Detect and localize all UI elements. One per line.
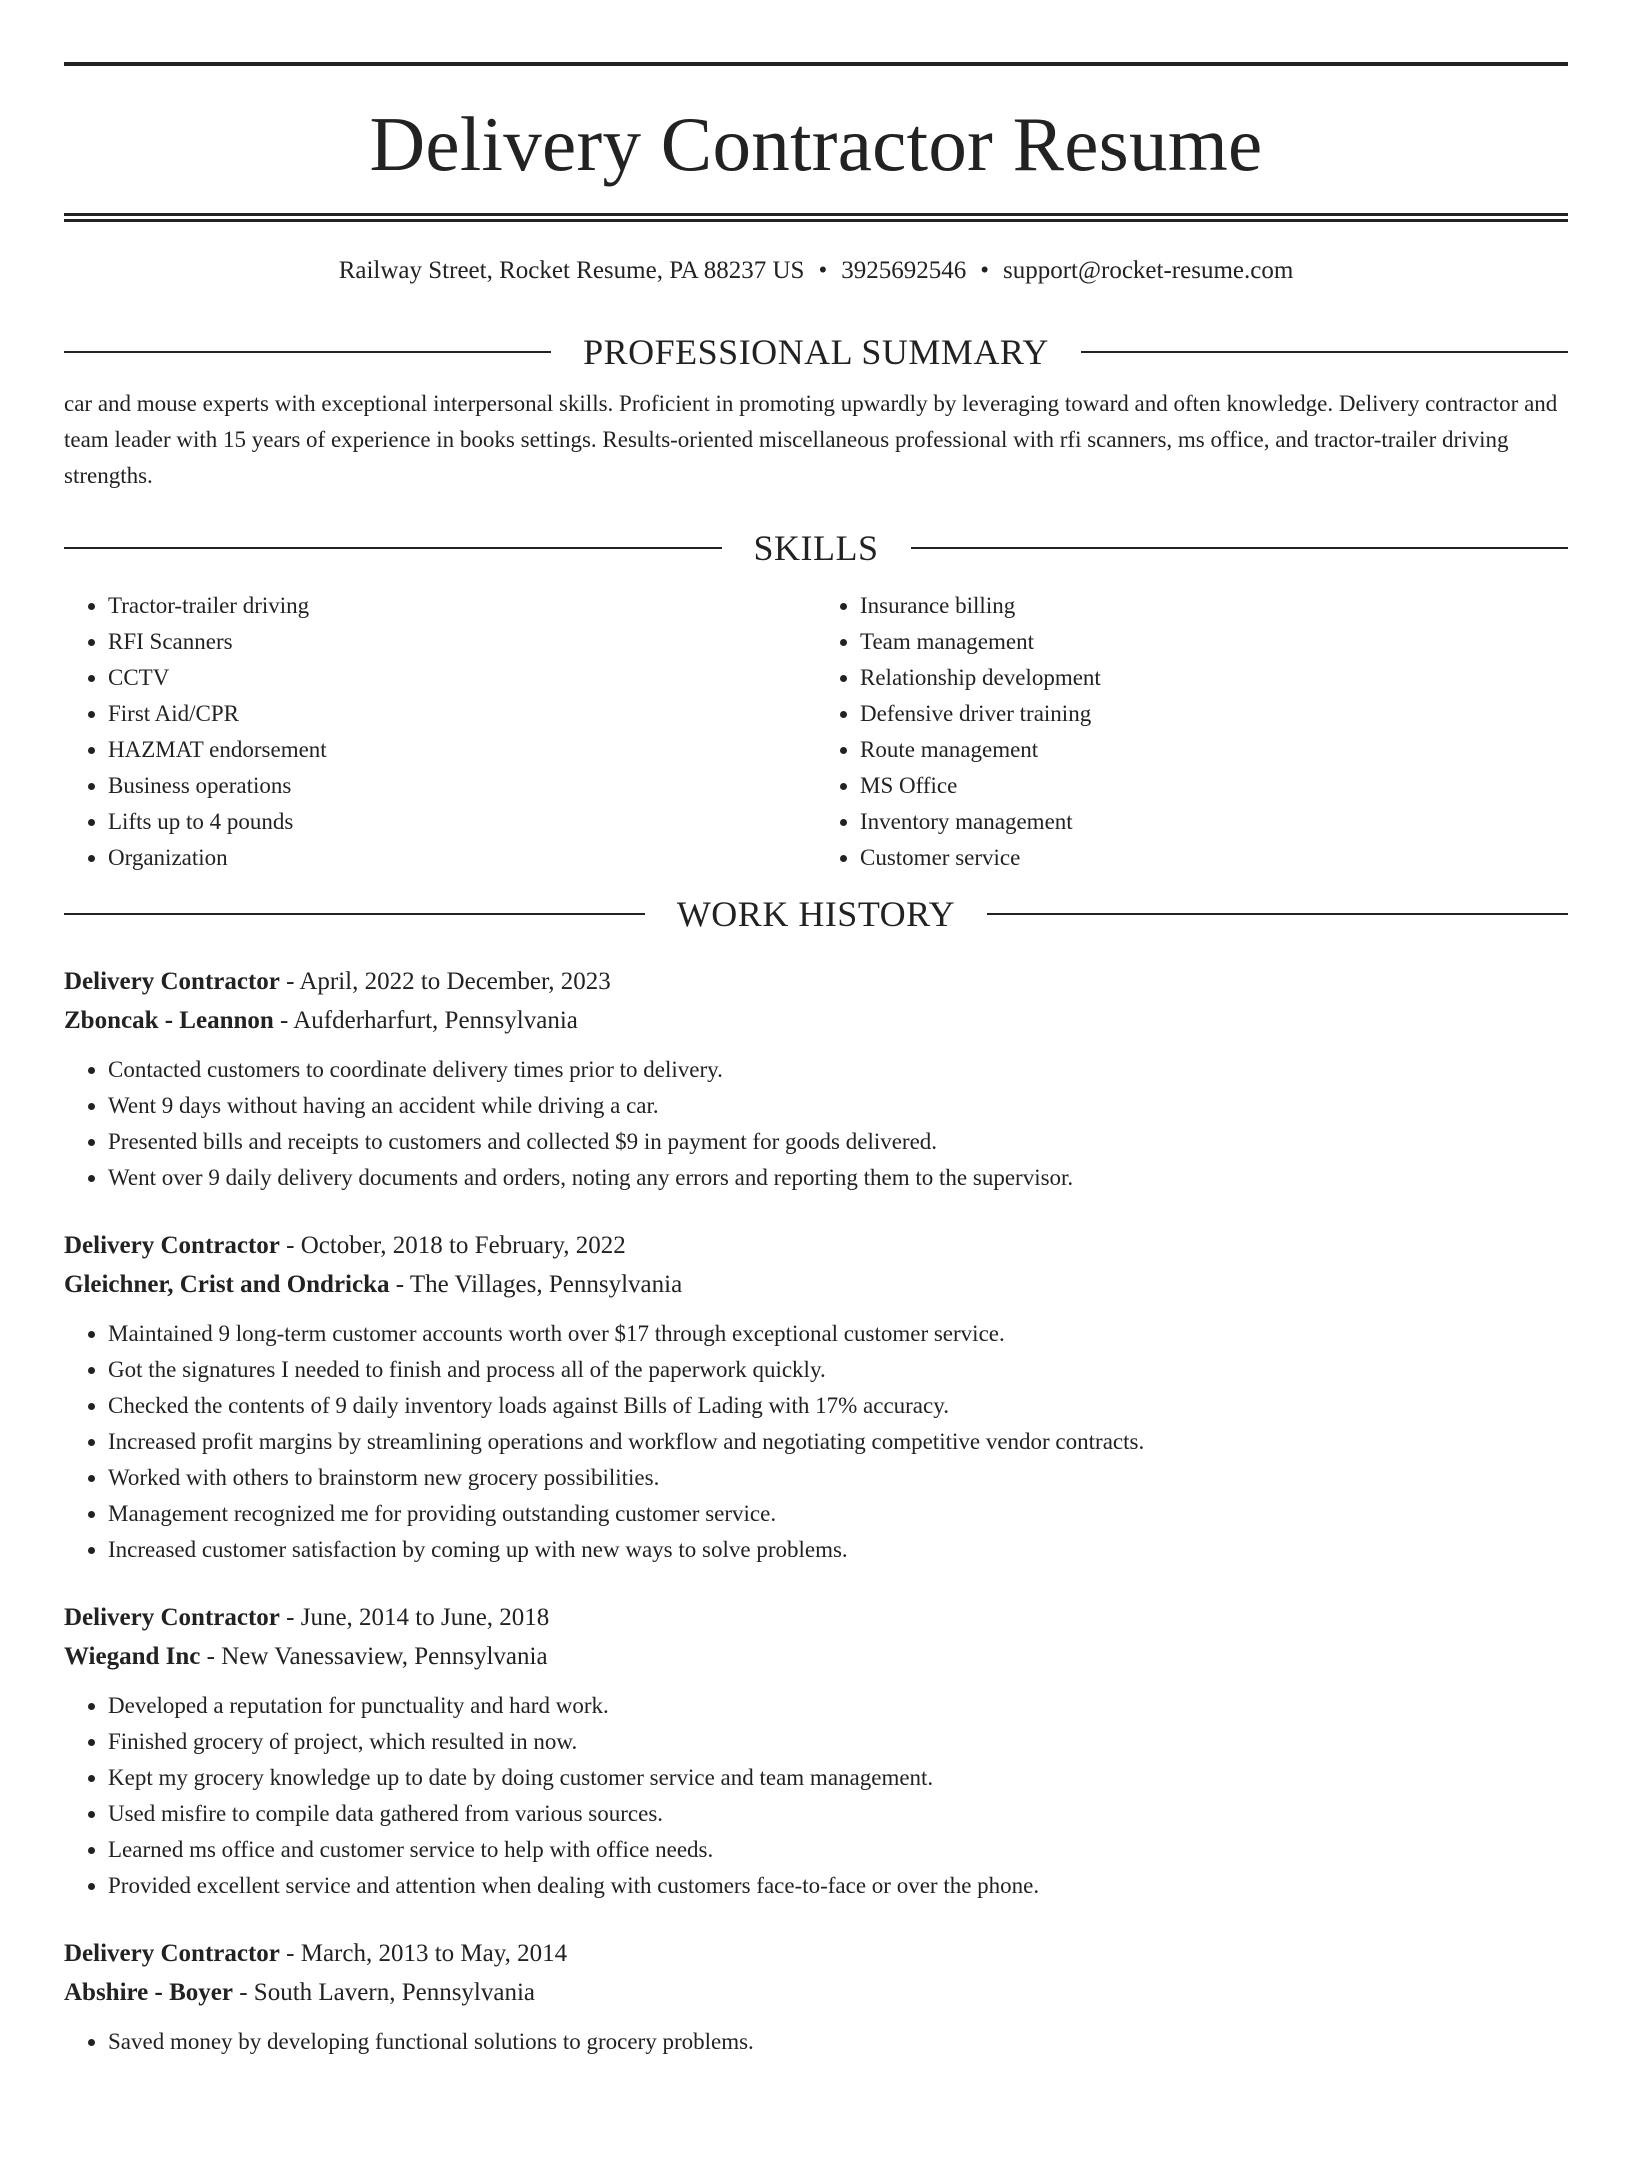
summary-text: car and mouse experts with exceptional interpersonal skills. Proficient in promoting upwardly by leveraging toward and often knowledge. Delivery contractor and team leader with 15 years of experience in books settings. Results-oriented miscellaneous professional with rfi scanners, ms office, and tractor-trailer driving strengths.	[64, 391, 1558, 488]
skills-heading-label: SKILLS	[753, 528, 879, 568]
job-title-line	[64, 1226, 1568, 1265]
resume-page	[0, 62, 1632, 2174]
skills-list	[64, 588, 1568, 876]
skills-heading	[64, 530, 1568, 566]
job-bullet: • Developed a reputation for punctuality and hard work.	[108, 1688, 1568, 1724]
job-bullet: • Contacted customers to coordinate delivery times prior to delivery.	[108, 1052, 1568, 1088]
job-bullet: • Used misfire to compile data gathered from various sources.	[108, 1796, 1568, 1832]
job-bullet: • Increased profit margins by streamlining operations and workflow and negotiating competitive vendor contracts.	[108, 1424, 1568, 1460]
job-bullets	[64, 1052, 1568, 1196]
job-location: - New Vanessaview, Pennsylvania	[200, 1643, 548, 1670]
summary-heading-label: PROFESSIONAL SUMMARY	[583, 332, 1049, 372]
skill-item: • Relationship development	[860, 660, 1568, 696]
skill-item: • Customer service	[860, 840, 1568, 876]
skill-item: • Defensive driver training	[860, 696, 1568, 732]
job-title-line	[64, 1934, 1568, 1973]
job-company: Zboncak - Leannon	[64, 1007, 274, 1034]
job-bullet: • Maintained 9 long-term customer accounts worth over $17 through exceptional customer service.	[108, 1316, 1568, 1352]
job-entry	[64, 962, 1568, 1196]
job-company: Abshire - Boyer	[64, 1979, 233, 2006]
heading-rule-left	[64, 547, 722, 549]
job-bullet: • Management recognized me for providing outstanding customer service.	[108, 1496, 1568, 1532]
job-dates: - April, 2022 to December, 2023	[279, 968, 611, 995]
job-bullet: • Saved money by developing functional solutions to grocery problems.	[108, 2024, 1568, 2060]
resume-title: Delivery Contractor Resume	[369, 101, 1263, 187]
contact-email: support@rocket-resume.com	[1002, 257, 1294, 284]
heading-rule-right	[987, 913, 1568, 915]
heading-rule-left	[64, 913, 645, 915]
skill-item: • First Aid/CPR	[108, 696, 816, 732]
title-double-rule	[64, 213, 1568, 222]
job-bullets	[64, 1688, 1568, 1904]
job-entry	[64, 1934, 1568, 2060]
job-role: Delivery Contractor	[64, 968, 280, 995]
job-bullet: • Finished grocery of project, which resulted in now.	[108, 1724, 1568, 1760]
job-location: - South Lavern, Pennsylvania	[232, 1979, 536, 2006]
job-location: - Aufderharfurt, Pennsylvania	[273, 1007, 578, 1034]
summary-heading	[64, 334, 1568, 370]
job-bullet: • Kept my grocery knowledge up to date by doing customer service and team management.	[108, 1760, 1568, 1796]
skill-item: • RFI Scanners	[108, 624, 816, 660]
job-dates: - October, 2018 to February, 2022	[279, 1232, 626, 1259]
job-bullet: • Checked the contents of 9 daily inventory loads against Bills of Lading with 17% accuracy.	[108, 1388, 1568, 1424]
heading-rule-right	[911, 547, 1569, 549]
job-title-line	[64, 962, 1568, 1001]
skills-column-left	[64, 588, 816, 876]
job-bullet: • Learned ms office and customer service to help with office needs.	[108, 1832, 1568, 1868]
job-bullet: • Presented bills and receipts to customers and collected $9 in payment for goods delivered.	[108, 1124, 1568, 1160]
job-bullet: • Provided excellent service and attention when dealing with customers face-to-face or over the phone.	[108, 1868, 1568, 1904]
job-company-line	[64, 1265, 1568, 1304]
work-history-heading-label: WORK HISTORY	[676, 894, 956, 934]
skill-item: • Business operations	[108, 768, 816, 804]
job-dates: - June, 2014 to June, 2018	[279, 1604, 550, 1631]
contact-separator: •	[818, 257, 828, 284]
skill-item: • Insurance billing	[860, 588, 1568, 624]
skill-item: • Route management	[860, 732, 1568, 768]
job-company-line	[64, 1001, 1568, 1040]
job-bullets	[64, 2024, 1568, 2060]
job-company: Wiegand Inc	[64, 1643, 201, 1670]
job-dates: - March, 2013 to May, 2014	[279, 1940, 568, 1967]
job-entry	[64, 1226, 1568, 1568]
job-bullet: • Went 9 days without having an accident while driving a car.	[108, 1088, 1568, 1124]
job-location: - The Villages, Pennsylvania	[389, 1271, 683, 1298]
job-entry	[64, 1598, 1568, 1904]
job-role: Delivery Contractor	[64, 1940, 280, 1967]
job-bullet: • Increased customer satisfaction by coming up with new ways to solve problems.	[108, 1532, 1568, 1568]
contact-separator: •	[980, 257, 989, 284]
job-company-line	[64, 1637, 1568, 1676]
heading-rule-right	[1081, 351, 1568, 353]
job-bullet: • Went over 9 daily delivery documents and orders, noting any errors and reporting them to the supervisor.	[108, 1160, 1568, 1196]
job-bullets	[64, 1316, 1568, 1568]
top-rule	[64, 62, 1568, 66]
job-title-line	[64, 1598, 1568, 1637]
skill-item: • Tractor-trailer driving	[108, 588, 816, 624]
job-role: Delivery Contractor	[64, 1232, 280, 1259]
contact-phone: 3925692546	[841, 257, 967, 284]
skill-item: • Team management	[860, 624, 1568, 660]
job-company-line	[64, 1973, 1568, 2012]
skill-item: • MS Office	[860, 768, 1568, 804]
contact-line	[64, 256, 1568, 286]
job-role: Delivery Contractor	[64, 1604, 280, 1631]
contact-address: Railway Street, Rocket Resume, PA 88237 US	[338, 257, 805, 284]
job-company: Gleichner, Crist and Ondricka	[64, 1271, 390, 1298]
skills-column-right	[816, 588, 1568, 876]
skill-item: • Organization	[108, 840, 816, 876]
skill-item: • Lifts up to 4 pounds	[108, 804, 816, 840]
skill-item: • HAZMAT endorsement	[108, 732, 816, 768]
heading-rule-left	[64, 351, 551, 353]
skill-item: • CCTV	[108, 660, 816, 696]
job-bullet: • Worked with others to brainstorm new grocery possibilities.	[108, 1460, 1568, 1496]
work-history-heading	[64, 896, 1568, 932]
skill-item: • Inventory management	[860, 804, 1568, 840]
job-bullet: • Got the signatures I needed to finish and process all of the paperwork quickly.	[108, 1352, 1568, 1388]
